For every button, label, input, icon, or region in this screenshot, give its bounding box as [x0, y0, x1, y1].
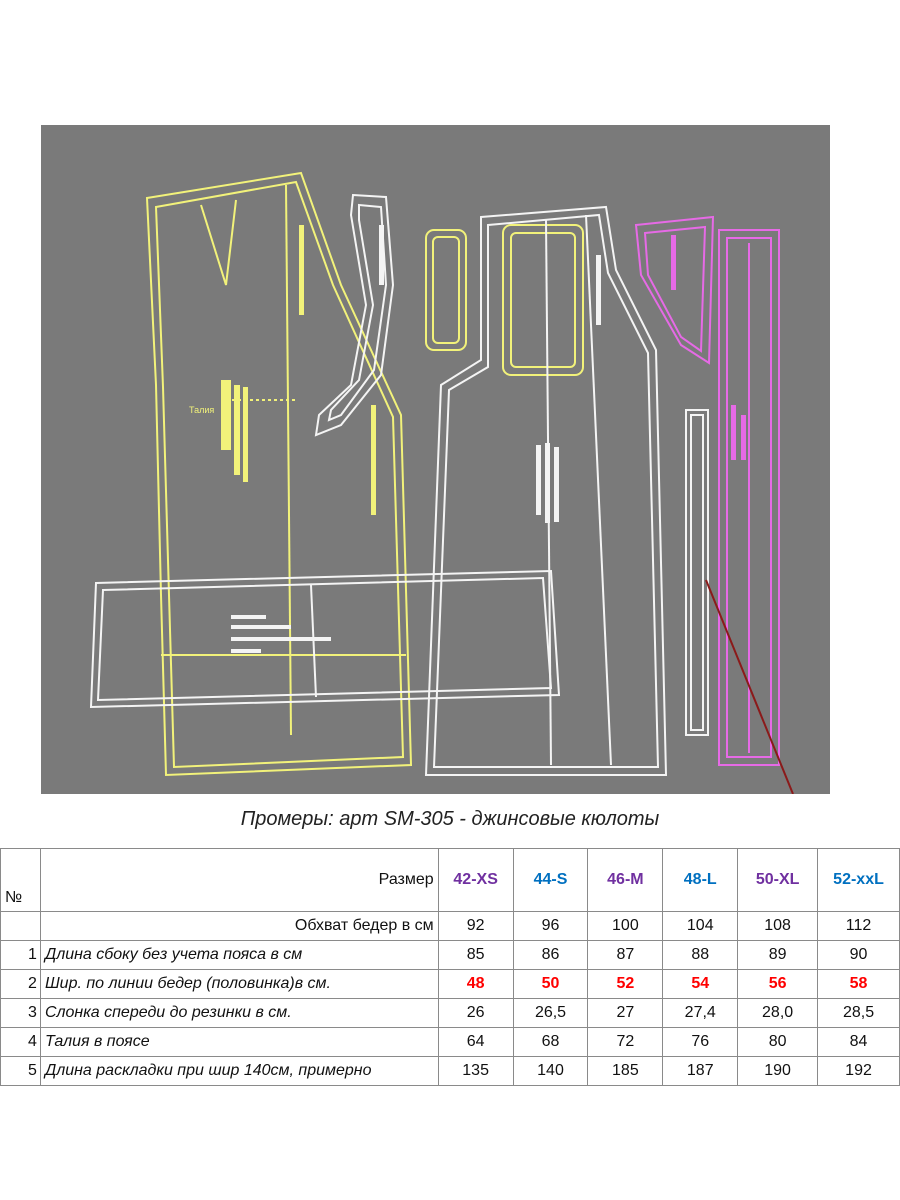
cell: 56: [738, 970, 818, 999]
number-header: №: [1, 849, 41, 912]
cell: 64: [438, 1028, 513, 1057]
table-row: [1, 941, 900, 970]
cell: 26,5: [513, 999, 588, 1028]
yellow-piece-texts: [221, 225, 376, 515]
cell: 185: [588, 1057, 663, 1086]
table-header-row: [1, 849, 900, 912]
cell: 190: [738, 1057, 818, 1086]
cell: 48: [438, 970, 513, 999]
row-label: Длина раскладки при шир 140см, примерно: [40, 1057, 438, 1086]
cell: 28,5: [818, 999, 900, 1028]
cell: 26: [438, 999, 513, 1028]
cell: 89: [738, 941, 818, 970]
row-label: Шир. по линии бедер (половинка)в см.: [40, 970, 438, 999]
cell: 28,0: [738, 999, 818, 1028]
table-row: [1, 912, 900, 941]
row-number: 1: [1, 941, 41, 970]
waist-label: Талия: [189, 405, 215, 415]
size-col-52: 52-xxL: [818, 849, 900, 912]
cell: 52: [588, 970, 663, 999]
table-row: [1, 1028, 900, 1057]
cell: 96: [513, 912, 588, 941]
cell: 27,4: [663, 999, 738, 1028]
cell: 135: [438, 1057, 513, 1086]
size-header: Размер: [40, 849, 438, 912]
cell: 50: [513, 970, 588, 999]
size-col-50: 50-XL: [738, 849, 818, 912]
row-label: Обхват бедер в см: [40, 912, 438, 941]
cell: 27: [588, 999, 663, 1028]
table-row: [1, 970, 900, 999]
row-number: [1, 912, 41, 941]
cell: 87: [588, 941, 663, 970]
cell: 187: [663, 1057, 738, 1086]
cell: 86: [513, 941, 588, 970]
cell: 88: [663, 941, 738, 970]
waistband-texts: [231, 615, 331, 653]
cell: 108: [738, 912, 818, 941]
cell: 80: [738, 1028, 818, 1057]
pattern-svg: [41, 125, 830, 794]
cell: 112: [818, 912, 900, 941]
cell: 100: [588, 912, 663, 941]
size-col-42: 42-XS: [438, 849, 513, 912]
yellow-pocket-pieces: [426, 225, 583, 375]
cell: 54: [663, 970, 738, 999]
cell: 85: [438, 941, 513, 970]
cell: 104: [663, 912, 738, 941]
white-strip-piece: [686, 410, 708, 735]
cell: 58: [818, 970, 900, 999]
row-number: 4: [1, 1028, 41, 1057]
size-col-48: 48-L: [663, 849, 738, 912]
cell: 68: [513, 1028, 588, 1057]
cell: 72: [588, 1028, 663, 1057]
row-number: 3: [1, 999, 41, 1028]
cell: 92: [438, 912, 513, 941]
cell: 84: [818, 1028, 900, 1057]
table-row: [1, 1057, 900, 1086]
size-col-44: 44-S: [513, 849, 588, 912]
row-number: 2: [1, 970, 41, 999]
cell: 90: [818, 941, 900, 970]
table-row: [1, 999, 900, 1028]
row-label: Талия в поясе: [40, 1028, 438, 1057]
cell: 76: [663, 1028, 738, 1057]
size-col-46: 46-M: [588, 849, 663, 912]
pattern-layout-image: [41, 125, 830, 794]
cell: 140: [513, 1057, 588, 1086]
row-number: 5: [1, 1057, 41, 1086]
cell: 192: [818, 1057, 900, 1086]
size-table: [0, 848, 900, 1086]
row-label: Длина сбоку без учета пояса в см: [40, 941, 438, 970]
caption: Промеры: арт SM-305 - джинсовые кюлоты: [240, 808, 660, 830]
row-label: Слонка спереди до резинки в см.: [40, 999, 438, 1028]
